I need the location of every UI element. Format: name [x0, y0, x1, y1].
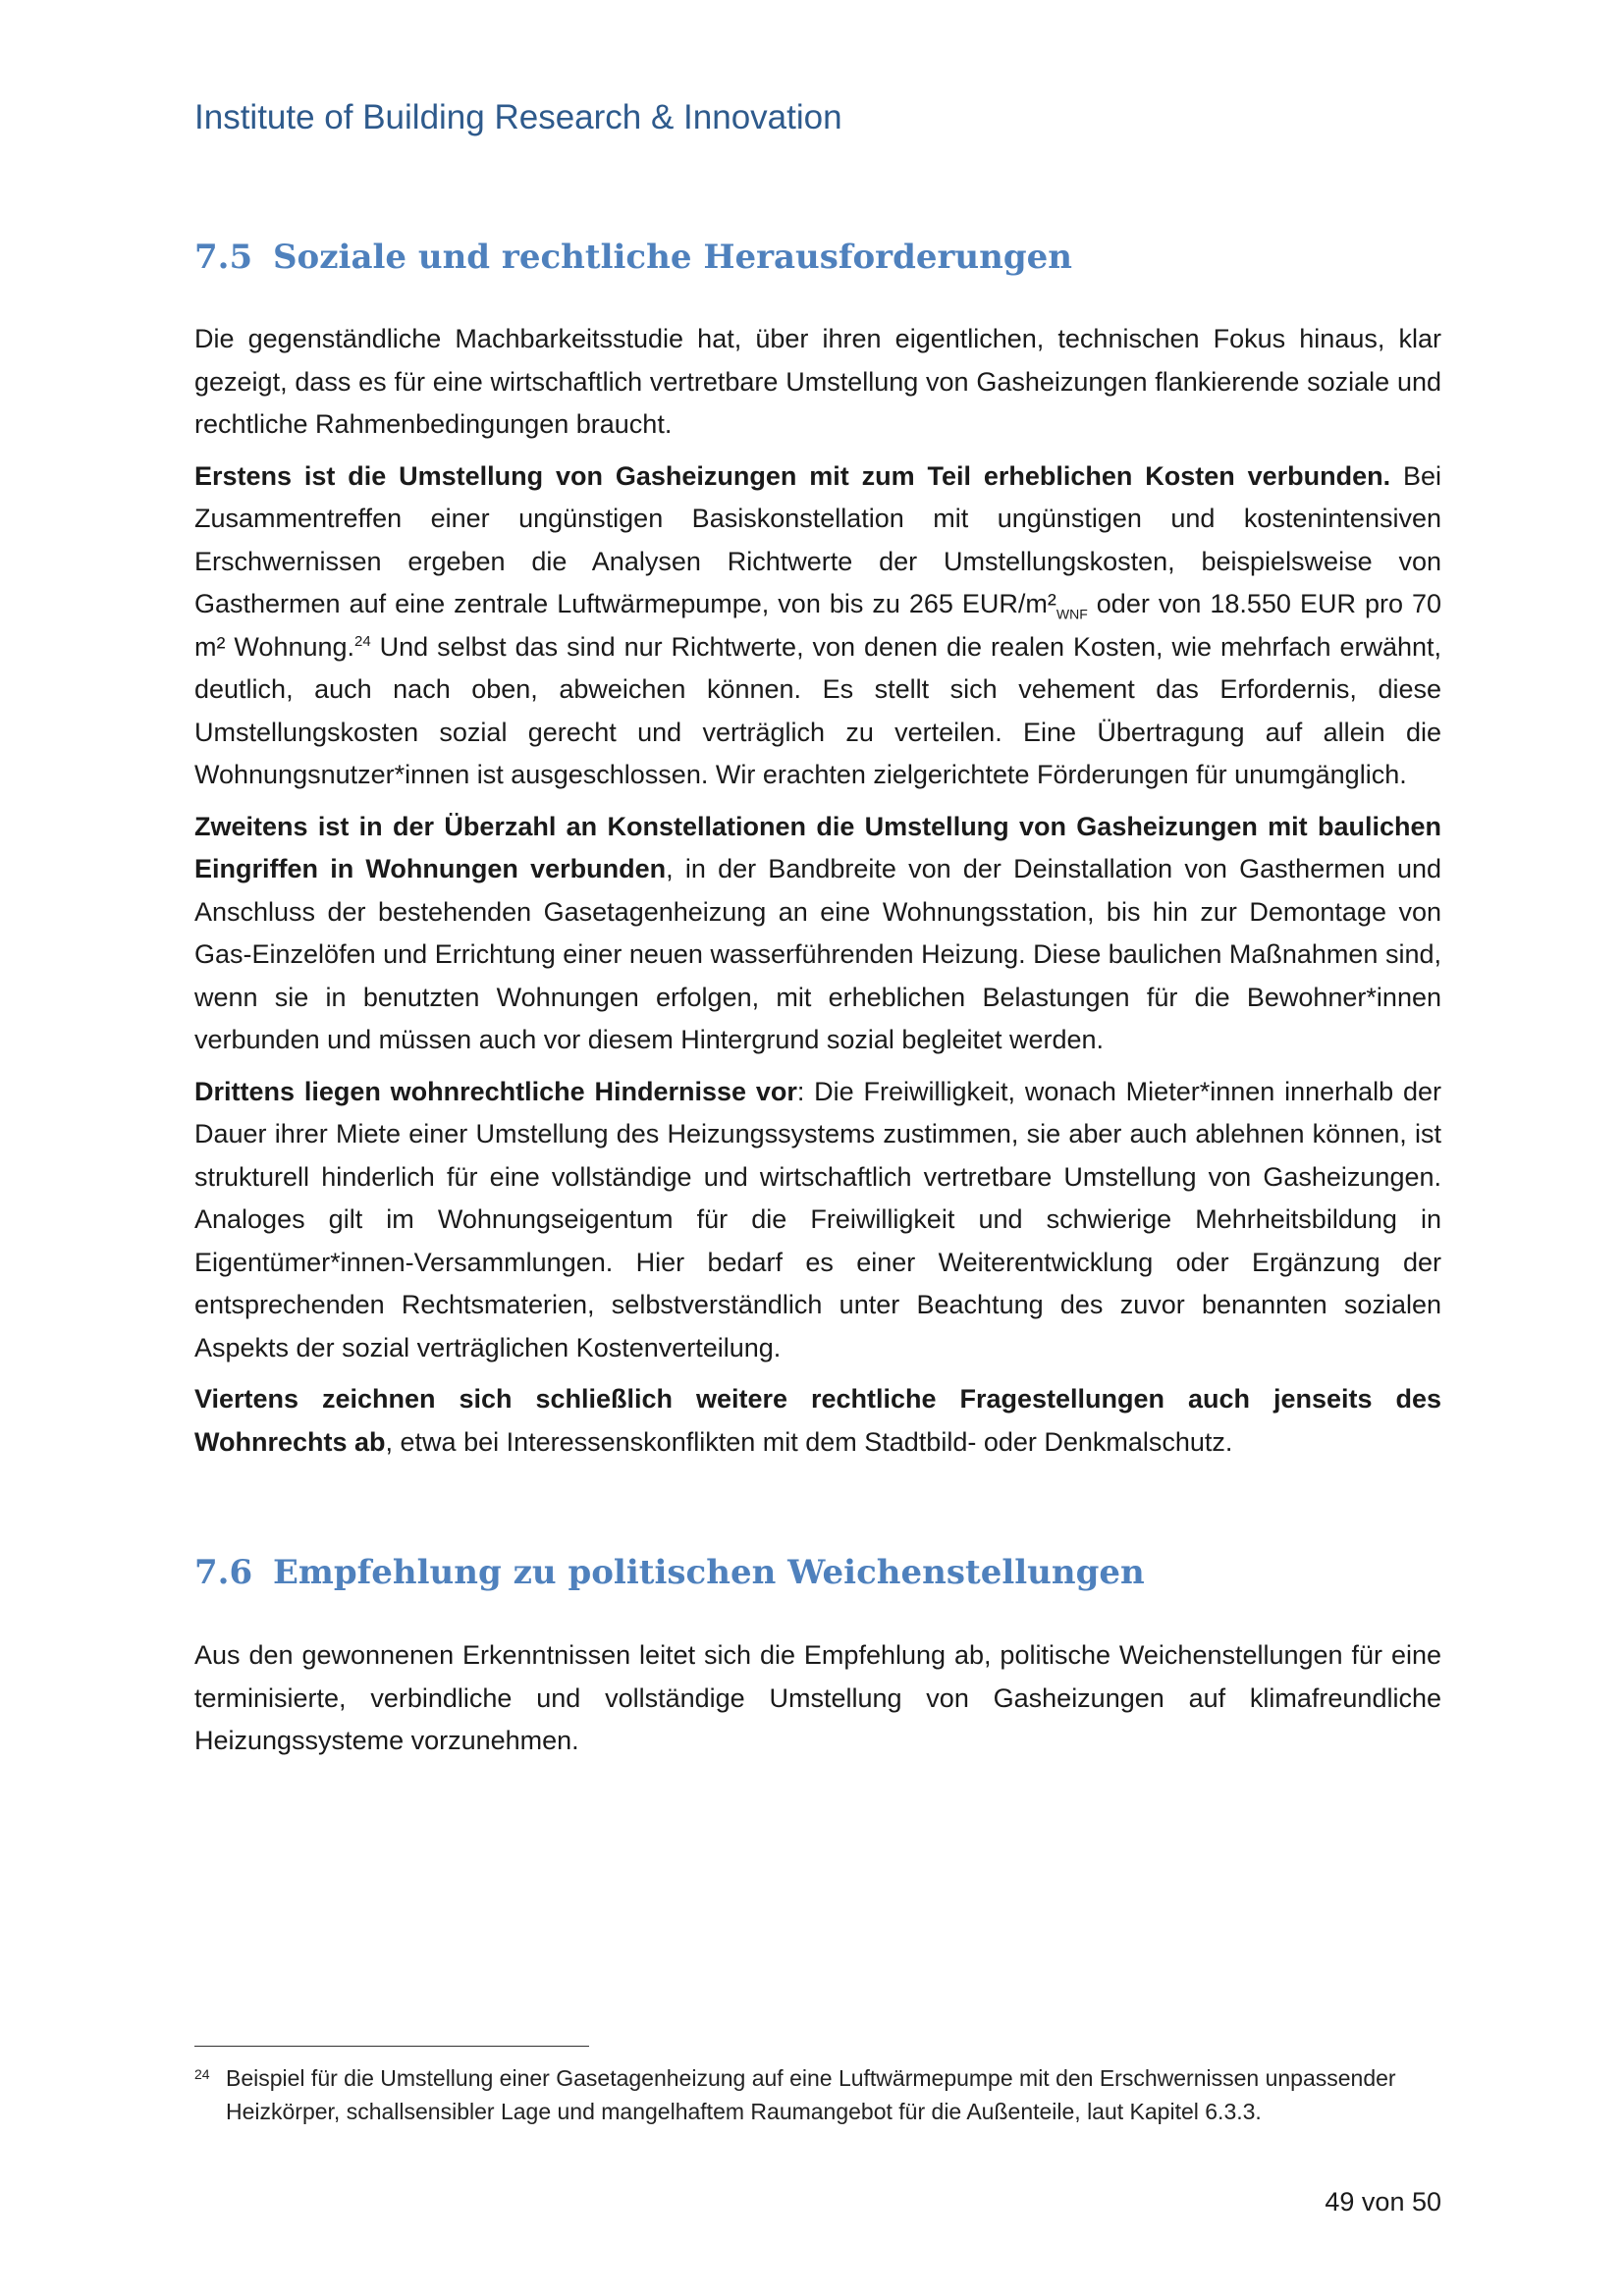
lead-bold: Zweitens ist in der Überzahl an Konstellationen die Umstellung von Gasheizungen mit baulichen Eingriffen in Wohnungen verbunden: [194, 811, 1441, 883]
paragraph-text: oder von 18.550 EUR pro 70 m² Wohnung.: [194, 589, 1442, 662]
paragraph-text: Und selbst das sind nur Richtwerte, von denen die realen Kosten, wie mehrfach erwähnt, deutlich, auch nach oben, abweichen können. Es stellt sich vehement das Erfordernis, diese Umstellungskosten sozial gerecht und verträglich zu verteilen. Eine Übertragung auf allein die Wohnungsnutzer*innen ist ausgeschlossen. Wir erachten zielgerichtete Förderungen für unumgänglich.: [194, 631, 1442, 789]
paragraph-erstens: [194, 455, 1441, 797]
paragraph-recommendation: Aus den gewonnenen Erkenntnissen leitet sich die Empfehlung ab, politische Weichenstellungen für eine terminisierte, verbindliche und vollständige Umstellung von Gasheizungen auf klimafreundliche Heizungssysteme vorzunehmen.: [194, 1640, 1441, 1755]
section-number: 7.5: [194, 238, 253, 277]
section-heading-7-6: [194, 1553, 1145, 1592]
paragraph-text: , in der Bandbreite von der Deinstallation von Gasthermen und Anschluss der bestehenden Gasetagenheizung an eine Wohnungsstation, bis hin zur Demontage von Gas-Einzelöfen und Errichtung einer neuen wasserführenden Heizung. Diese baulichen Maßnahmen sind, wenn sie in benutzten Wohnungen erfolgen, mit erheblichen Belastungen für die Bewohner*innen verbunden und müssen auch vor diesem Hintergrund sozial begleitet werden.: [194, 854, 1441, 1054]
footnote-separator: [194, 2046, 589, 2047]
lead-bold: Erstens ist die Umstellung von Gasheizungen mit zum Teil erheblichen Kosten verbunden.: [194, 460, 1391, 491]
footnote-text: Beispiel für die Umstellung einer Gasetagenheizung auf eine Luftwärmepumpe mit den Erschwernissen unpassender Heizkörper, schallsensibler Lage und mangelhaftem Raumangebot für die Außenteile, laut Kapitel 6.3.3.: [226, 2065, 1396, 2124]
section-7-5-body: [194, 318, 1441, 1472]
lead-bold: Viertens zeichnen sich schließlich weitere rechtliche Fragestellungen auch jenseits des Wohnrechts ab: [194, 1384, 1441, 1457]
paragraph-viertens: [194, 1378, 1441, 1464]
footnote-reference[interactable]: 24: [354, 632, 371, 650]
lead-bold: Drittens liegen wohnrechtliche Hindernisse vor: [194, 1076, 797, 1106]
section-7-6-body: [194, 1634, 1441, 1772]
paragraph-zweitens: [194, 806, 1441, 1062]
paragraph-text: : Die Freiwilligkeit, wonach Mieter*innen innerhalb der Dauer ihrer Miete einer Umstellung des Heizungssystems zustimmen, sie aber auch ablehnen können, ist strukturell hinderlich für eine vollständige und wirtschaftlich vertretbare Umstellung von Gasheizungen. Analoges gilt im Wohnungseigentum für die Freiwilligkeit und schwierige Mehrheitsbildung in Eigentümer*innen-Versammlungen. Hier bedarf es einer Weiterentwicklung oder Ergänzung der entsprechenden Rechtsmaterien, selbstverständlich unter Beachtung des zuvor benannten sozialen Aspekts der sozial verträglichen Kostenverteilung.: [194, 1076, 1441, 1362]
section-title: Empfehlung zu politischen Weichenstellungen: [273, 1553, 1145, 1592]
section-title: Soziale und rechtliche Herausforderungen: [273, 238, 1072, 277]
section-heading-7-5: [194, 238, 1072, 277]
unit-subscript: WNF: [1056, 606, 1088, 622]
footnote: [194, 2061, 1441, 2128]
section-number: 7.6: [194, 1553, 253, 1592]
paragraph-text: , etwa bei Interessenskonflikten mit dem Stadtbild- oder Denkmalschutz.: [385, 1426, 1233, 1457]
paragraph-intro: Die gegenständliche Machbarkeitsstudie hat, über ihren eigentlichen, technischen Fokus hinaus, klar gezeigt, dass es für eine wirtschaftlich vertretbare Umstellung von Gasheizungen flankierende soziale und rechtliche Rahmenbedingungen braucht.: [194, 324, 1441, 439]
paragraph-text: Bei Zusammentreffen einer ungünstigen Basiskonstellation mit ungünstigen und kostenintensiven Erschwernissen ergeben die Analysen Richtwerte der Umstellungskosten, beispielsweise von Gasthermen auf eine zentrale Luftwärmepumpe, von bis zu 265 EUR/m²: [194, 460, 1441, 618]
paragraph-drittens: [194, 1071, 1441, 1370]
document-header: Institute of Building Research & Innovation: [194, 98, 842, 136]
page-number: 49 von 50: [1325, 2187, 1441, 2216]
footnote-mark: 24: [194, 2066, 210, 2082]
